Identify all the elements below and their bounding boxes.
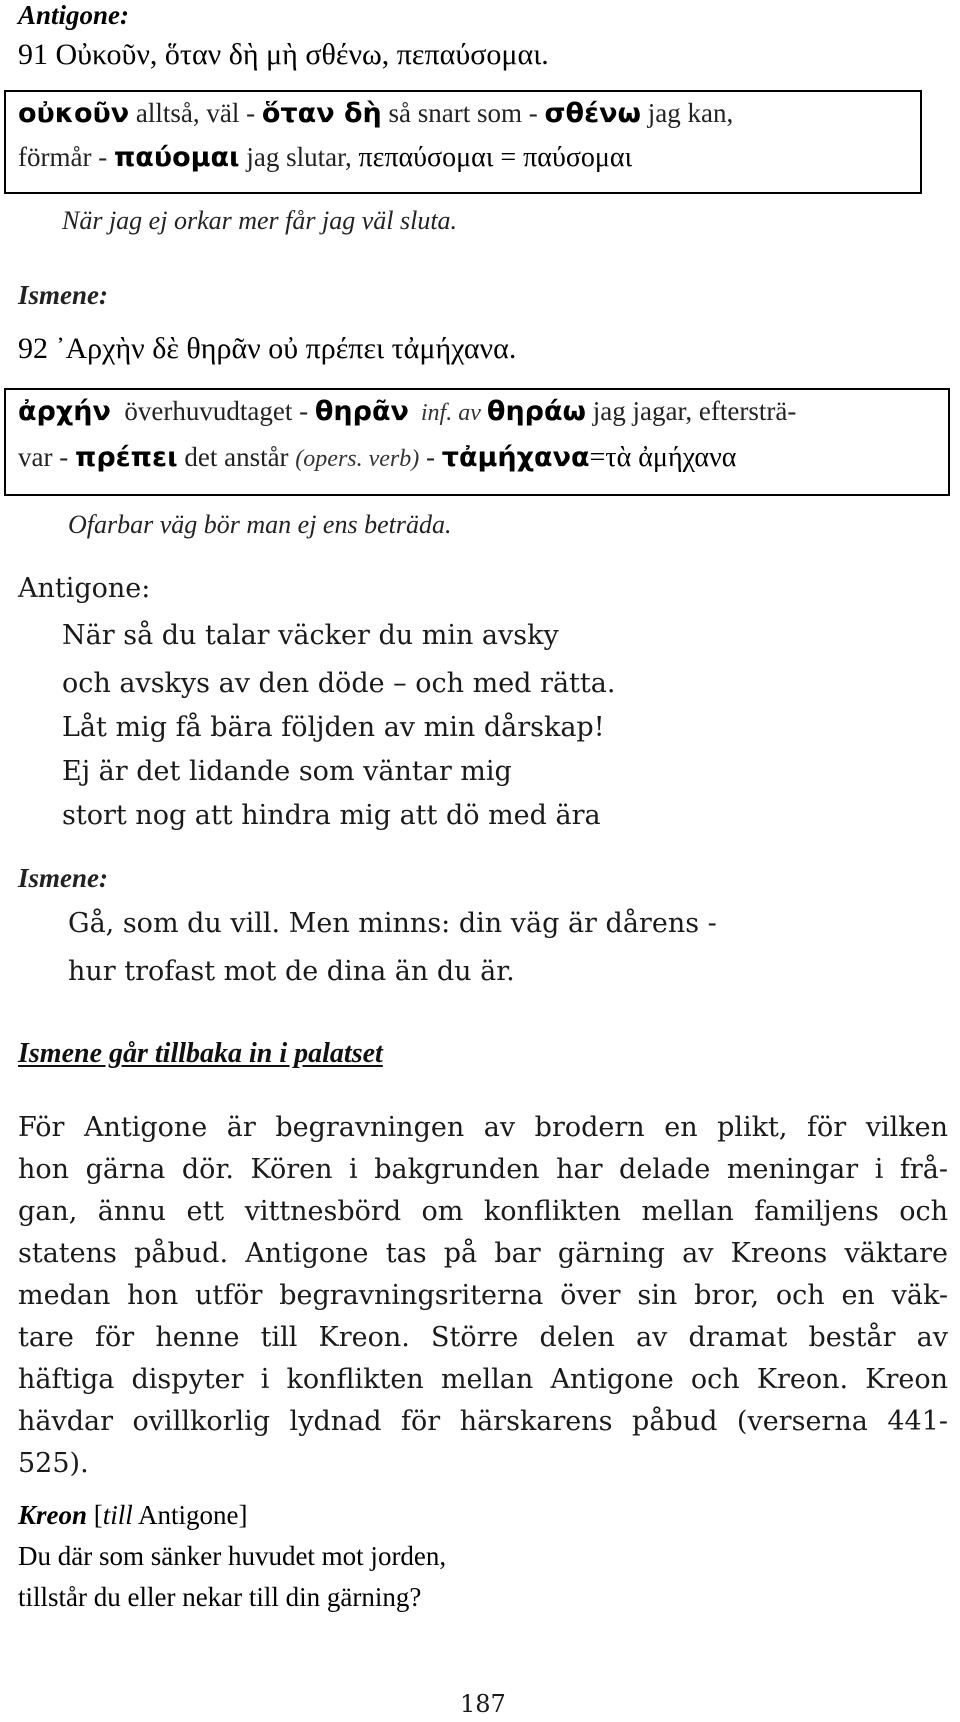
gloss-segment-greek-bold: ὅταν δὴ <box>261 98 382 129</box>
gloss-segment-greek-bold: θηρᾶν <box>314 396 409 427</box>
gloss-box <box>4 90 922 194</box>
gloss-segment-plain: överhuvudtaget - <box>110 396 315 426</box>
gloss-segment-greek-bold: οὐκοῦν <box>18 98 130 129</box>
verse-line: och avskys av den döde – och med rätta. <box>62 668 616 699</box>
gloss-segment-greek-bold: τἀμήχανα <box>441 442 590 473</box>
verse-line: Ej är det lidande som väntar mig <box>62 756 512 787</box>
gloss-segment-plain: det anstår <box>177 442 296 472</box>
verse-line: hur trofast mot de dina än du är. <box>68 956 515 987</box>
gloss-segment-greek-bold: σθένω <box>544 98 641 129</box>
gloss-segment-plain: var - <box>18 442 75 472</box>
paragraph-line: häftiga dispyter i konflikten mellan Antigone och Kreon. Kreon <box>18 1364 948 1395</box>
gloss-box <box>4 388 950 496</box>
paragraph-line: För Antigone är begravningen av brodern en plikt, för vilken <box>18 1112 948 1143</box>
verse-line: Gå, som du vill. Men minns: din väg är dårens - <box>68 908 717 939</box>
gloss-segment-plain: - <box>419 442 442 472</box>
stage-note-open: [ <box>93 1500 103 1530</box>
paragraph-line: statens påbud. Antigone tas på bar gärning av Kreons väktare <box>18 1238 948 1269</box>
gloss-line <box>18 98 733 130</box>
gloss-line <box>18 442 736 474</box>
gloss-segment-italic: (opers. verb) <box>295 446 420 472</box>
gloss-line <box>18 396 796 428</box>
verse-line: När så du talar väcker du min avsky <box>62 620 559 651</box>
gloss-segment-plain: alltså, väl - <box>129 98 262 128</box>
verse-line: stort nog att hindra mig att dö med ära <box>62 800 601 831</box>
gloss-segment-plain: jag jagar, eftersträ- <box>586 396 797 426</box>
gloss-segment-greek-bold: θηράω <box>486 396 587 427</box>
speaker-heading: Antigone: <box>18 573 151 604</box>
paragraph-line: gan, ännu ett vittnesbörd om konflikten mellan familjens och <box>18 1196 948 1227</box>
gloss-segment-plain: jag slutar, <box>239 142 359 172</box>
gloss-segment-greek: πεπαύσομαι = παύσομαι <box>358 142 633 173</box>
gloss-segment-plain: så snart som - <box>381 98 545 128</box>
gloss-segment-italic: inf. av <box>408 400 487 426</box>
speaker-heading: Ismene: <box>18 863 108 893</box>
translation-line: När jag ej orkar mer får jag väl sluta. <box>62 206 458 235</box>
paragraph-line: tare för henne till Kreon. Större delen av dramat består av <box>18 1322 948 1353</box>
greek-verse-line: 91 Οὐκοῦν, ὅταν δὴ μὴ σθένω, πεπαύσομαι. <box>18 38 549 71</box>
gloss-segment-greek-bold: παύομαι <box>113 142 240 173</box>
greek-verse-line: 92 ᾿Αρχὴν δὲ θηρᾶν οὐ πρέπει τἀμήχανα. <box>18 332 517 365</box>
kreon-heading <box>18 1500 248 1531</box>
verse-line: tillstår du eller nekar till din gärning? <box>18 1582 422 1612</box>
gloss-segment-plain: jag kan, <box>640 98 734 128</box>
paragraph-line: hävdar ovillkorlig lydnad för härskarens påbud (verserna 441- <box>18 1406 948 1437</box>
paragraph-line: hon gärna dör. Kören i bakgrunden har delade meningar i frå- <box>18 1154 948 1185</box>
verse-line: Du där som sänker huvudet mot jorden, <box>18 1541 447 1571</box>
gloss-segment-greek-bold: ἀρχήν <box>18 396 111 427</box>
stage-note-italic: till <box>102 1500 133 1530</box>
translation-line: Ofarbar väg bör man ej ens beträda. <box>68 510 452 539</box>
speaker-name: Kreon <box>18 1500 88 1530</box>
stage-direction: Ismene går tillbaka in i palatset <box>18 1038 383 1069</box>
speaker-heading: Antigone: <box>18 0 130 30</box>
paragraph-line: medan hon utför begravningsriterna över sin bror, och en väk- <box>18 1280 948 1311</box>
page-number: 187 <box>460 1690 506 1718</box>
speaker-heading: Ismene: <box>18 280 108 310</box>
gloss-segment-greek-bold: πρέπει <box>74 442 178 473</box>
stage-note-rest: Antigone] <box>132 1500 248 1530</box>
gloss-segment-plain: förmår - <box>18 142 114 172</box>
verse-line: Låt mig få bära följden av min dårskap! <box>62 712 605 743</box>
paragraph-line: 525). <box>18 1448 89 1479</box>
gloss-segment-greek: =τὰ ἀμήχανα <box>589 442 737 473</box>
gloss-line <box>18 142 632 174</box>
